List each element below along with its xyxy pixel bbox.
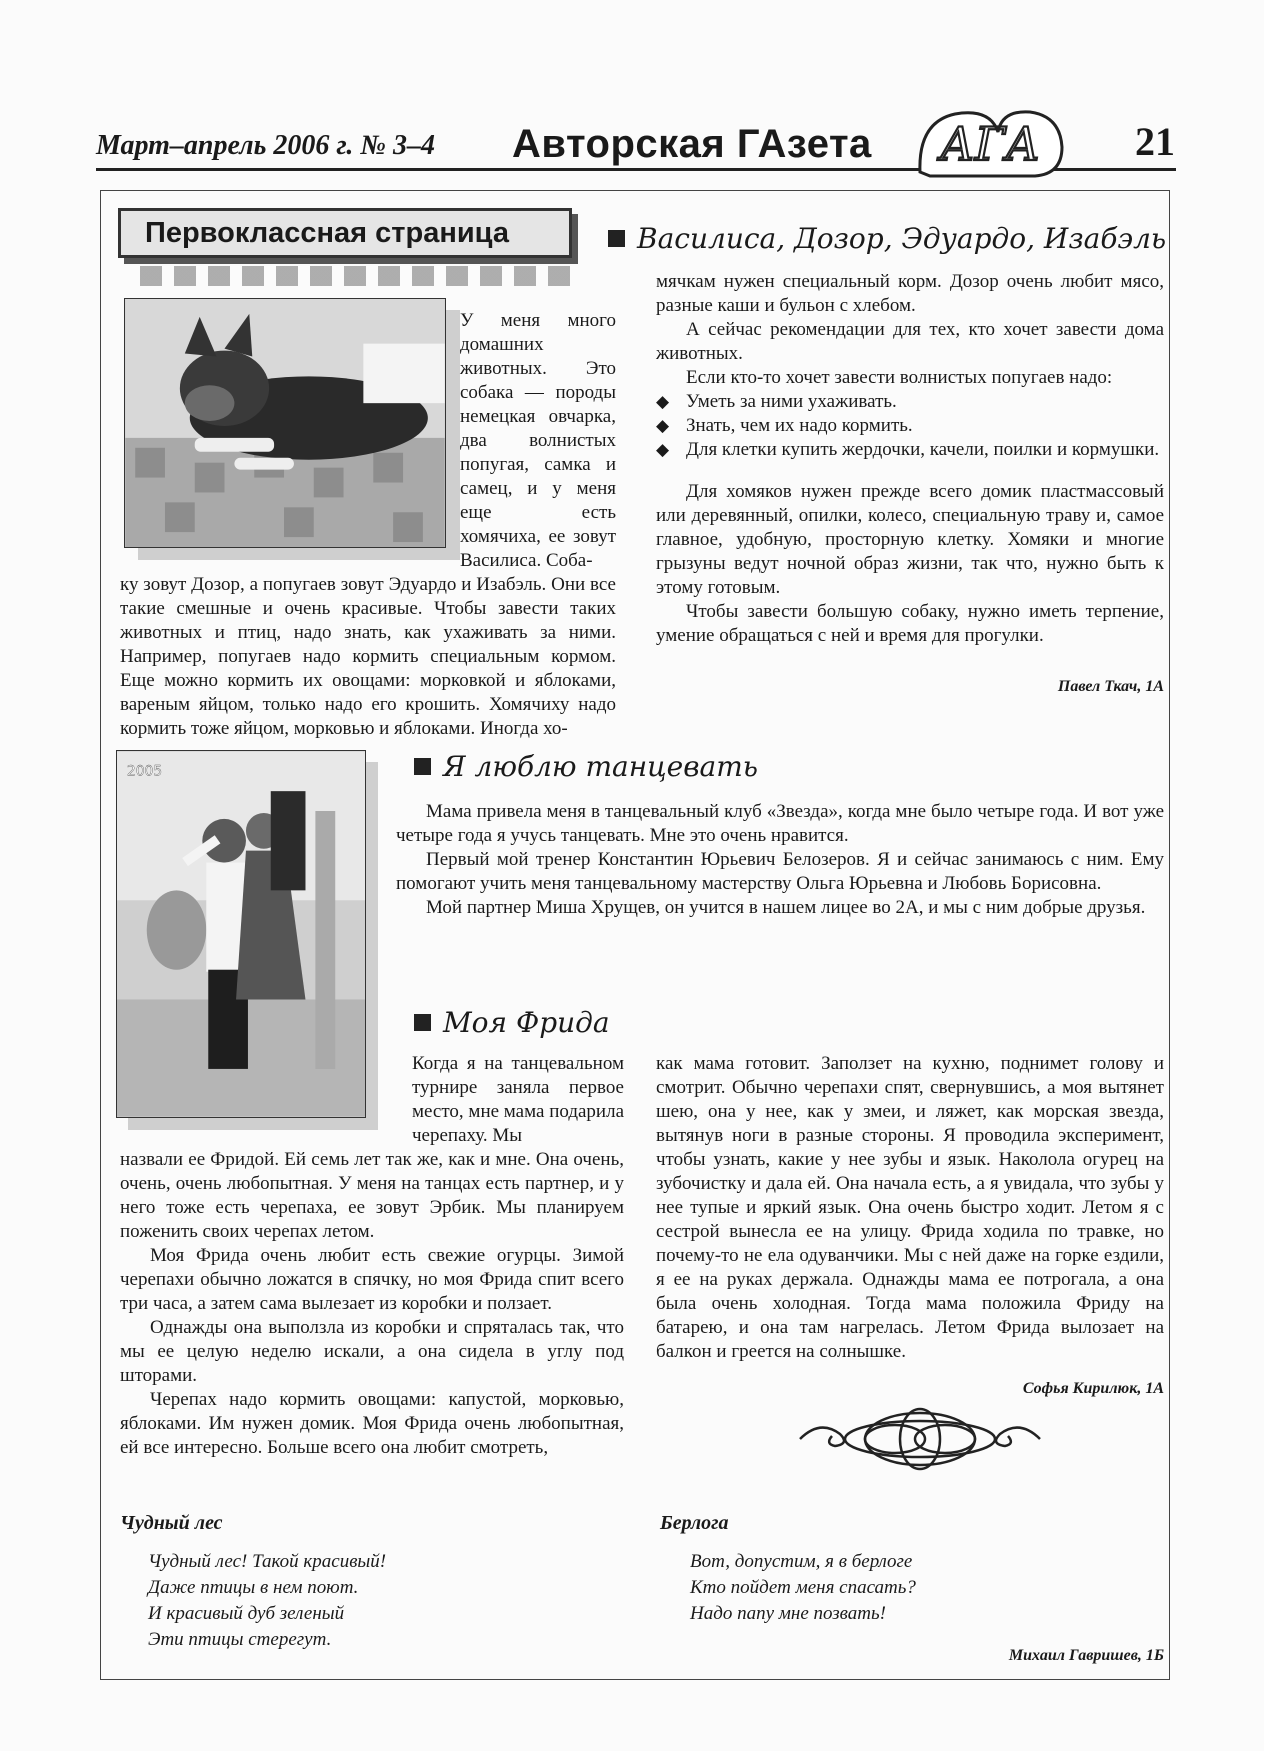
ornament-icon [790,1404,1050,1474]
poem-line: Чудный лес! Такой красивый! [148,1551,387,1572]
article1-right-p4: Для хомяков нужен прежде всего домик пластмассовый или деревянный, опилки, колесо, специальную траву и, самое главное, удобную, просторную клетку. Хомяки и многие грызуны ведут ночной образ жизни, так что, нужно быть к этому готовым. [656,481,1164,598]
photo-year: 2005 [126,763,163,780]
bullet-list [656,390,1164,462]
poem-line: Даже птицы в нем поют. [148,1577,359,1598]
article2-p1: Мама привела меня в танцевальный клуб «Звезда», когда мне было четыре года. И вот уже четыре года я учусь танцевать. Мне это очень нравится. [396,801,1164,846]
article1-right-p5: Чтобы завести большую собаку, нужно иметь терпение, умение обращаться с ней и время для прогулки. [656,601,1164,646]
article1-wrapped-text: У меня много домашних животных. Это собака — породы немецкая овчарка, два волнистых попугая, самка и самец, и у меня еще есть хомячиха, ее зовут Василиса. Соба- [460,310,616,571]
bullet-item: ◆ Для клетки купить жердочки, качели, поилки и кормушки. [656,438,1164,462]
article3-left-p1: назвали ее Фридой. Ей семь лет так же, как и мне. Она очень, очень, очень любопытная. У меня на танцах есть партнер, и у него тоже есть черепаха, ее зовут Эрбик. Мы планируем поженить своих черепах летом. [120,1149,624,1242]
heading-square-icon [414,758,431,775]
article3-wrapped-text: Когда я на танцевальном турнире заняла первое место, мне мама подарила черепаху. Мы [412,1053,624,1146]
poem1-title: Чудный лес [120,1512,223,1534]
poem2-title: Берлога [660,1512,729,1534]
banner-decoration [140,266,570,286]
article2-p3: Мой партнер Миша Хрущев, он учится в нашем лицее во 2А, и мы с ним добрые друзья. [426,897,1146,918]
article2-heading-text: Я люблю танцевать [443,750,759,783]
bullet-item: ◆ Уметь за ними ухаживать. [656,390,1164,414]
issue-date: Март–апрель 2006 г. № 3–4 [96,130,435,161]
article3-heading [414,1006,610,1039]
poem-line: Вот, допустим, я в берлоге [690,1551,913,1572]
article1-heading [608,222,1166,255]
article2-heading [414,750,758,783]
article3-left-p3: Однажды она выползла из коробки и спряталась так, что мы ее целую неделю искали, а она сидела в углу под шторами. [120,1317,624,1386]
article1-left-text: ку зовут Дозор, а попугаев зовут Эдуардо и Изабэль. Они все такие смешные и очень красивые. Чтобы завести таких животных и птиц, надо знать, как ухаживать за ними. Например, попугаев надо кормить специальным кормом. Еще можно кормить их овощами: морковкой и яблоками, вареным яйцом, только надо его крошить. Хомячиху надо кормить тоже яйцом, морковью и яблоками. Иногда хо- [120,574,616,739]
heading-square-icon [608,230,625,247]
page-number: 21 [1135,119,1175,164]
heading-square-icon [414,1014,431,1031]
article1-right-column [656,270,1164,648]
article1-right-p1: мячкам нужен специальный корм. Дозор очень любит мясо, разные каши и бульон с хлебом. [656,271,1164,316]
article3-heading-text: Моя Фрида [443,1006,610,1039]
article3-left-column [120,1148,624,1460]
poem-line: Надо папу мне позвать! [690,1603,886,1624]
newspaper-title: Авторская ГАзета [512,122,872,166]
article3-left-p4: Черепах надо кормить овощами: капустой, морковью, яблоками. Им нужен домик. Моя Фрида очень любопытная, ей все интересно. Больше всего она любит смотреть, [120,1389,624,1458]
aga-logo-icon [910,102,1070,182]
article1-right-p3: Если кто-то хочет завести волнистых попугаев надо: [686,367,1113,388]
article1-heading-text: Василиса, Дозор, Эдуардо, Изабэль [637,222,1167,255]
poem-line: Эти птицы стерегут. [148,1629,332,1650]
article3-right-text: как мама готовит. Заползет на кухню, поднимет голову и смотрит. Обычно черепахи спят, свернувшись, а моя вытянет шею, она у нее, как у змеи, и ляжет, как морская звезда, вытянув ноги в разные стороны. Я проводила эксперимент, чтобы узнать, какие у нее зубы и язык. Наколола огурец на зубочистку и дала ей. Она начала есть, а я увидала, что зубы у нее тупые и яркий язык. Она очень быстро ходит. Летом я с сестрой вынесла ее на улицу. Фрида ходила по травке, но почему-то не ела одуванчики. Мы с ней даже на горке ездили, я ее на руках держала. Однажды мама ее потрогала, а она была очень холодная. Тогда мама положила Фриду на батарею, и она там нагрелась. Летом Фрида вылозает на балкон и греется на солнышке. [656,1053,1164,1362]
article2-body [396,800,1164,920]
bullet-item: ◆ Знать, чем их надо кормить. [656,414,1164,438]
article1-right-p2: А сейчас рекомендации для тех, кто хочет завести дома животных. [656,319,1164,364]
poem2-body [690,1549,916,1627]
poem1-body [148,1549,386,1653]
poem2-signature: Михаил Гавришев, 1Б [1008,1647,1164,1664]
poem-line: Кто пойдет меня спасать? [690,1577,916,1598]
dance-photo [116,750,366,1118]
section-banner-label: Первоклассная страница [145,217,509,249]
article2-p2: Первый мой тренер Константин Юрьевич Белозеров. Я и сейчас занимаюсь с ним. Ему помогают учить меня танцевальному мастерству Ольга Юрьевна и Любовь Борисовна. [396,849,1164,894]
dog-photo [124,298,446,548]
poem-line: И красивый дуб зеленый [148,1603,345,1624]
article3-left-p2: Моя Фрида очень любит есть свежие огурцы. Зимой черепахи обычно ложатся в спячку, но моя Фрида спит всего три часа, а затем сама вылезает из коробки и ползает. [120,1245,624,1314]
article1-signature: Павел Ткач, 1А [1057,678,1164,695]
logo-text: АГА [939,117,1041,171]
article3-signature: Софья Кирилюк, 1А [1022,1380,1164,1397]
